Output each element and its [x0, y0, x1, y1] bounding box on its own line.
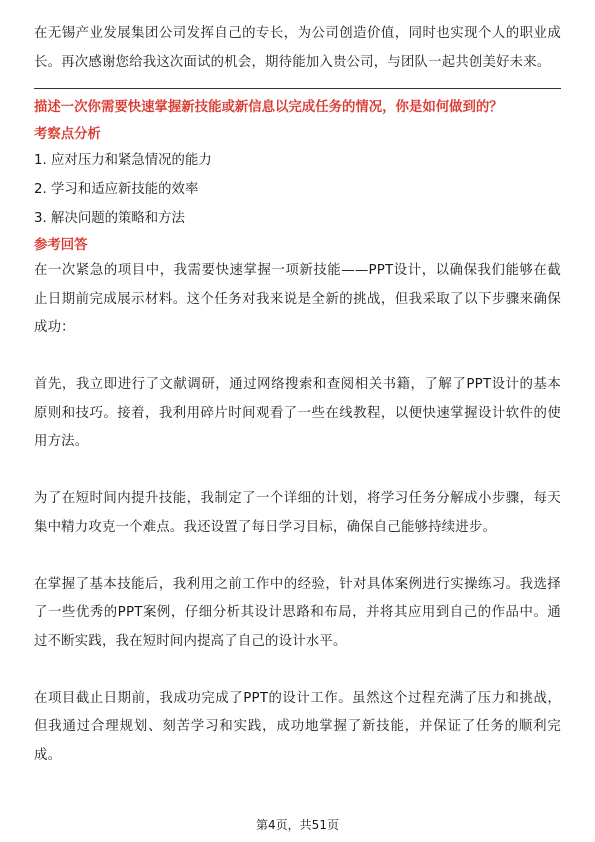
answer-paragraph: 在项目截止日期前，我成功完成了PPT的设计工作。虽然这个过程充满了压力和挑战，但我通过合理规划、刻苦学习和实践，成功地掌握了新技能，并保证了任务的顺利完成。 — [34, 690, 561, 763]
answer-paragraph: 在一次紧急的项目中，我需要快速掌握一项新技能——PPT设计，以确保我们能够在截止日期前完成展示材料。这个任务对我来说是全新的挑战，但我采取了以下步骤来确保成功： — [34, 263, 561, 335]
paragraph-gap — [34, 656, 561, 685]
analysis-heading: 考察点分析 — [34, 127, 101, 142]
answer-paragraph: 首先，我立即进行了文献调研，通过网络搜索和查阅相关书籍，了解了PPT设计的基本原则和技巧。接着，我利用碎片时间观看了一些在线教程，以便快速掌握设计软件的使用方法。 — [34, 377, 561, 449]
paragraph-gap — [34, 542, 561, 571]
analysis-item: 1. 应对压力和紧急情况的能力 — [34, 153, 212, 168]
paragraph-gap — [34, 343, 561, 372]
paragraph-gap — [34, 457, 561, 486]
answer-paragraph: 为了在短时间内提升技能，我制定了一个详细的计划，将学习任务分解成小步骤，每天集中精力攻克一个难点。我还设置了每日学习目标，确保自己能够持续进步。 — [34, 491, 561, 535]
analysis-item: 2. 学习和适应新技能的效率 — [34, 182, 199, 197]
page-number: 第4页，共51页 — [256, 818, 339, 832]
analysis-item: 3. 解决问题的策略和方法 — [34, 211, 185, 226]
document-page — [34, 20, 561, 770]
answer-heading: 参考回答 — [34, 238, 88, 253]
intro-paragraph: 在无锡产业发展集团公司发挥自己的专长，为公司创造价值，同时也实现个人的职业成长。再次感谢您给我这次面试的机会，期待能加入贵公司，与团队一起共创美好未来。 — [34, 26, 561, 70]
interview-question: 描述一次你需要快速掌握新技能或新信息以完成任务的情况，你是如何做到的？ — [34, 100, 503, 115]
section-divider — [34, 88, 561, 89]
answer-paragraph: 在掌握了基本技能后，我利用之前工作中的经验，针对具体案例进行实操练习。我选择了一些优秀的PPT案例，仔细分析其设计思路和布局，并将其应用到自己的作品中。通过不断实践，我在短时间内提高了自己的设计水平。 — [34, 576, 561, 649]
